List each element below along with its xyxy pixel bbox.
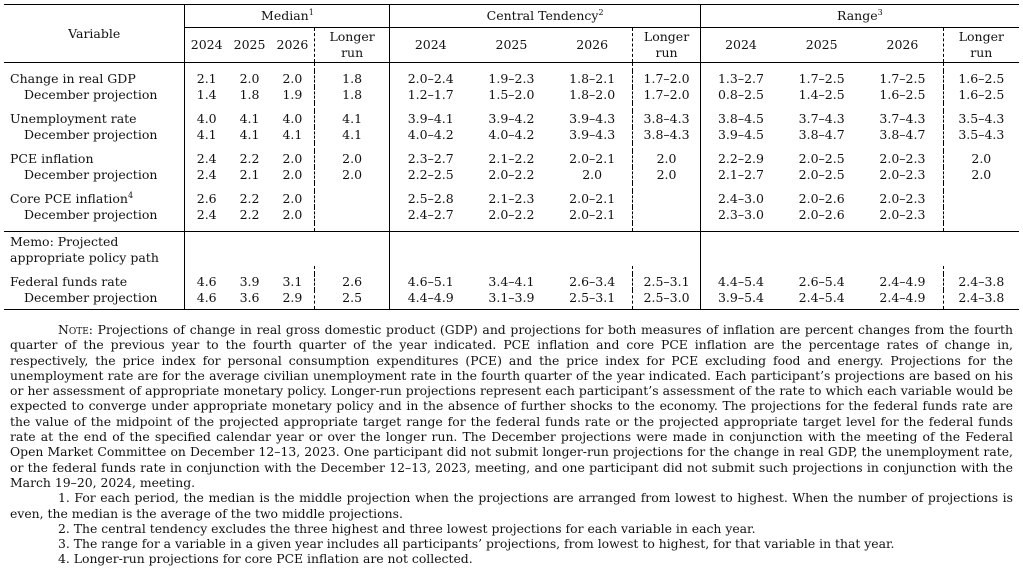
median-cell: 2.6: [185, 191, 228, 207]
december-projection-label: December projection: [24, 167, 158, 182]
variable-label: Change in real GDP: [10, 71, 136, 86]
range-cell: 2.0–2.6: [798, 191, 845, 206]
median-cell: 2.4: [185, 151, 228, 167]
central-cell: 2.2–2.5: [390, 167, 471, 183]
median-cell: 1.8: [314, 71, 390, 87]
range-cell: 2.4–3.8: [943, 290, 1019, 310]
median-cell: 2.9: [271, 290, 314, 310]
table-row: [4, 207, 1019, 223]
variable-label: Federal funds rate: [10, 274, 128, 289]
range-cell: 2.0–2.3: [879, 151, 926, 166]
december-projection-label: December projection: [24, 127, 158, 142]
median-cell: 1.8: [239, 87, 260, 102]
central-cell: 3.1–3.9: [471, 290, 552, 310]
table-row: [4, 167, 1019, 183]
central-cell: [633, 207, 700, 223]
range-cell: 1.6–2.5: [943, 87, 1019, 103]
central-cell: 2.0: [582, 167, 603, 182]
central-cell: 3.9–4.3: [569, 111, 616, 126]
range-cell: 2.0: [943, 151, 1019, 167]
median-cell: 1.4: [185, 87, 228, 103]
central-cell: 3.4–4.1: [488, 274, 535, 289]
projections-table: [4, 4, 1019, 310]
median-cell: 3.9: [239, 274, 260, 289]
median-cell: 4.1: [314, 111, 390, 127]
median-cell: 3.1: [282, 274, 303, 289]
median-cell: 4.6: [185, 290, 228, 310]
central-cell: 2.0–2.2: [488, 207, 535, 222]
range-cell: 2.4–3.0: [700, 191, 781, 207]
central-cell: 2.6–3.4: [569, 274, 616, 289]
table-row: [4, 290, 1019, 310]
median-cell: 4.1: [185, 127, 228, 143]
range-cell: 0.8–2.5: [700, 87, 781, 103]
median-cell: 2.0: [282, 167, 303, 182]
median-cell: 4.6: [185, 274, 228, 290]
central-cell: 2.0–2.1: [569, 207, 616, 222]
range-cell: [943, 191, 1019, 207]
range-cell: 2.1–2.7: [700, 167, 781, 183]
central-cell: 3.8–4.3: [633, 111, 700, 127]
notes-section: [10, 322, 1013, 567]
median-cell: 4.1: [239, 111, 260, 126]
median-cell: 2.2: [239, 207, 260, 222]
central-cell: 1.8–2.0: [569, 87, 616, 102]
table-row: [4, 111, 1019, 127]
central-cell: 3.9–4.2: [488, 111, 535, 126]
central-year-header-2024: 2024: [390, 28, 471, 63]
range-cell: 2.0–2.5: [798, 167, 845, 182]
central-cell: [633, 191, 700, 207]
median-year-header-2026: 2026: [271, 28, 314, 63]
december-projection-label: December projection: [4, 290, 185, 310]
range-cell: 2.2–2.9: [700, 151, 781, 167]
range-cell: 3.9–4.5: [700, 127, 781, 143]
note-text: Projections of change in real gross domestic product (GDP) and projections for both measures of inflation are percent changes from the fourth quarter of the previous year to the fourth quarter of the year indicated. PCE inflation and core PCE inflation are the percentage rates of change in, respectively, the price index for personal consumption expenditures (PCE) and the price index for PCE excluding food and energy. Projections for the unemployment rate are for the average civilian unemployment rate in the fourth quarter of the year indicated. Each participant’s projections are based on his or her assessment of appropriate monetary policy. Longer-run projections represent each participant’s assessment of the rate to which each variable would be expected to converge under appropriate monetary policy and in the absence of further shocks to the economy. The projections for the federal funds rate are the value of the midpoint of the projected appropriate target range for the federal funds rate or the projected appropriate target level for the federal funds rate at the end of the specified calendar year or over the longer run. The December projections were made in conjunction with the meeting of the Federal Open Market Committee on December 12–13, 2023. One participant did not submit longer-run projections for the change in real GDP, the unemployment rate, or the federal funds rate in conjunction with the December 12–13, 2023, meeting, and one participant did not submit such projections in conjunction with the March 19–20, 2024, meeting.: [10, 322, 1013, 490]
range-cell: 1.4–2.5: [798, 87, 845, 102]
central-tendency-header: Central Tendency$^2$: [390, 5, 700, 28]
median-cell: 2.1: [185, 71, 228, 87]
central-cell: 2.3–2.7: [390, 151, 471, 167]
range-year-header-2026: 2026: [862, 28, 943, 63]
median-cell: 4.0: [185, 111, 228, 127]
range-cell: 2.4–4.9: [879, 274, 926, 289]
table-row: [4, 71, 1019, 87]
range-year-header-2024: 2024: [700, 28, 781, 63]
median-cell: 2.4: [185, 167, 228, 183]
median-cell: [314, 207, 390, 223]
median-year-header-2025: 2025: [228, 28, 271, 63]
range-cell: 2.4–3.8: [943, 274, 1019, 290]
central-cell: 1.7–2.0: [633, 87, 700, 103]
range-cell: 3.7–4.3: [879, 111, 926, 126]
central-year-header-2025: 2025: [471, 28, 552, 63]
central-year-header-2026: 2026: [552, 28, 633, 63]
table-row: [4, 87, 1019, 103]
range-cell: 3.8–4.7: [798, 127, 845, 142]
range-cell: 1.6–2.5: [943, 71, 1019, 87]
december-projection-label: December projection: [24, 87, 158, 102]
table-row: [4, 151, 1019, 167]
range-cell: 1.3–2.7: [700, 71, 781, 87]
range-cell: 2.0–2.3: [879, 191, 926, 206]
central-cell: 2.0: [633, 167, 700, 183]
central-cell: 1.7–2.0: [633, 71, 700, 87]
note-label: Note:: [58, 322, 93, 337]
central-cell: 2.1–2.3: [488, 191, 535, 206]
range-cell: 4.4–5.4: [700, 274, 781, 290]
range-cell: 3.8–4.5: [700, 111, 781, 127]
range-cell: 2.0–2.3: [879, 207, 926, 222]
variable-label: Unemployment rate: [10, 111, 137, 126]
central-longer-run-header: Longer run: [633, 28, 700, 63]
central-cell: 2.0–2.2: [488, 167, 535, 182]
spacer-row: [4, 143, 1019, 151]
median-longer-run-header: Longer run: [314, 28, 390, 63]
median-cell: 2.0: [282, 207, 303, 222]
central-cell: 3.9–4.1: [390, 111, 471, 127]
spacer-row: [4, 266, 1019, 274]
median-cell: 2.2: [239, 191, 260, 206]
median-cell: [314, 191, 390, 207]
median-cell: 2.0: [282, 191, 303, 206]
median-cell: 2.0: [314, 167, 390, 183]
central-cell: 4.0–4.2: [390, 127, 471, 143]
median-header: Median$^1$: [185, 5, 390, 28]
central-cell: 2.5–2.8: [390, 191, 471, 207]
median-cell: 2.6: [314, 274, 390, 290]
range-cell: 2.0: [943, 167, 1019, 183]
range-cell: 2.6–5.4: [798, 274, 845, 289]
central-cell: 2.5–3.1: [633, 274, 700, 290]
median-cell: 1.9: [282, 87, 303, 102]
footnote-1: 1. For each period, the median is the middle projection when the projections are arranged from lowest to highest. When the number of projections is even, the median is the average of the two middle projections.: [10, 490, 1013, 521]
range-cell: 2.4–4.9: [862, 290, 943, 310]
general-note: [10, 322, 1013, 490]
median-year-header-2024: 2024: [185, 28, 228, 63]
central-cell: 2.4–2.7: [390, 207, 471, 223]
december-projection-label: December projection: [24, 207, 158, 222]
table-row: [4, 274, 1019, 290]
range-cell: 3.7–4.3: [798, 111, 845, 126]
central-cell: 2.1–2.2: [488, 151, 535, 166]
central-cell: 2.0–2.1: [569, 191, 616, 206]
range-cell: 2.4–5.4: [781, 290, 862, 310]
central-cell: 2.5–3.1: [552, 290, 633, 310]
median-cell: 2.0: [239, 71, 260, 86]
range-cell: 3.5–4.3: [943, 127, 1019, 143]
central-cell: 1.9–2.3: [488, 71, 535, 86]
range-year-header-2025: 2025: [781, 28, 862, 63]
median-cell: 2.0: [282, 151, 303, 166]
memo-row: [4, 232, 1019, 267]
median-cell: 4.1: [282, 127, 303, 142]
spacer-row: [4, 183, 1019, 191]
range-cell: 2.0–2.3: [879, 167, 926, 182]
central-cell: 4.0–4.2: [488, 127, 535, 142]
central-cell: 2.0–2.1: [569, 151, 616, 166]
range-cell: 1.7–2.5: [879, 71, 926, 86]
central-cell: 2.0: [633, 151, 700, 167]
range-cell: 3.9–5.4: [700, 290, 781, 310]
table-row: [4, 191, 1019, 207]
range-cell: 1.7–2.5: [798, 71, 845, 86]
variable-label: Core PCE inflation$^4$: [10, 191, 134, 206]
median-cell: 4.1: [239, 127, 260, 142]
range-header: Range$^3$: [700, 5, 1019, 28]
median-cell: 2.0: [282, 71, 303, 86]
central-cell: 4.6–5.1: [390, 274, 471, 290]
range-cell: 2.3–3.0: [700, 207, 781, 223]
spacer-row: [4, 103, 1019, 111]
central-cell: 4.4–4.9: [390, 290, 471, 310]
median-cell: 1.8: [314, 87, 390, 103]
variable-label: PCE inflation: [10, 151, 94, 166]
median-cell: 2.0: [314, 151, 390, 167]
median-cell: 4.1: [314, 127, 390, 143]
central-cell: 2.0–2.4: [390, 71, 471, 87]
range-longer-run-header: Longer run: [943, 28, 1019, 63]
central-cell: 2.5–3.0: [633, 290, 700, 310]
footnote-2: 2. The central tendency excludes the three highest and three lowest projections for each variable in each year.: [58, 520, 756, 536]
spacer-row: [4, 63, 1019, 72]
footnote-3: 3. The range for a variable in a given year includes all participants’ projections, from lowest to highest, for that variable in that year.: [58, 536, 895, 552]
central-cell: 1.2–1.7: [390, 87, 471, 103]
variable-header: Variable: [4, 5, 185, 63]
range-cell: 2.0–2.5: [798, 151, 845, 166]
range-cell: [943, 207, 1019, 223]
range-cell: 2.0–2.6: [798, 207, 845, 222]
memo-label: Memo: Projected appropriate policy path: [4, 232, 185, 267]
spacer-row: [4, 223, 1019, 232]
footnote-4: 4. Longer-run projections for core PCE inflation are not collected.: [58, 551, 473, 567]
central-cell: 1.8–2.1: [569, 71, 616, 86]
median-cell: 4.0: [282, 111, 303, 126]
median-cell: 3.6: [228, 290, 271, 310]
central-cell: 3.8–4.3: [633, 127, 700, 143]
median-cell: 2.1: [239, 167, 260, 182]
central-cell: 3.9–4.3: [569, 127, 616, 142]
median-cell: 2.2: [239, 151, 260, 166]
median-cell: 2.4: [185, 207, 228, 223]
central-cell: 1.5–2.0: [488, 87, 535, 102]
range-cell: 3.5–4.3: [943, 111, 1019, 127]
range-cell: 3.8–4.7: [879, 127, 926, 142]
range-cell: 1.6–2.5: [879, 87, 926, 102]
median-cell: 2.5: [314, 290, 390, 310]
table-row: [4, 127, 1019, 143]
